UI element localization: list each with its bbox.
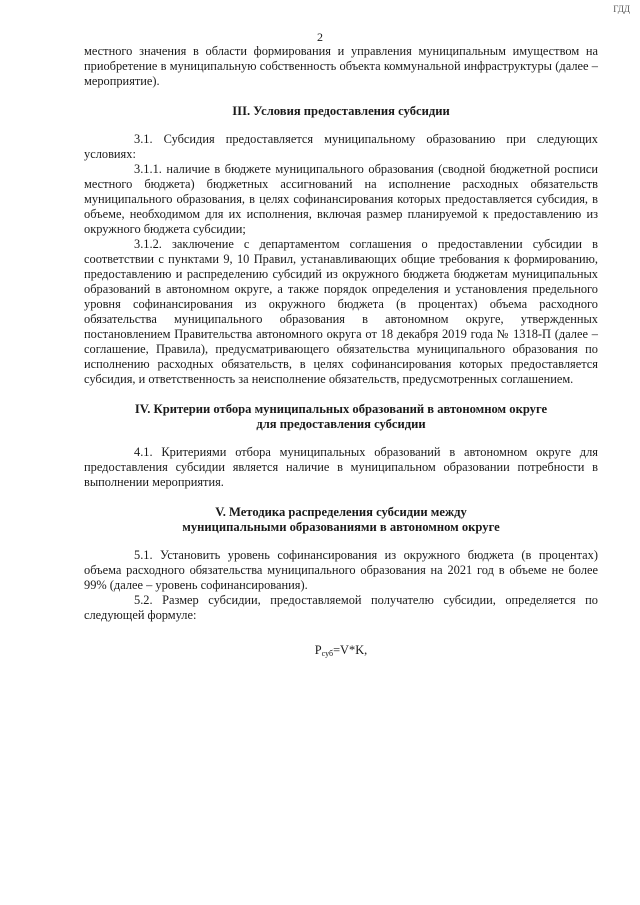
- formula-expression: =V*K,: [333, 643, 368, 657]
- intro-paragraph: местного значения в области формирования и управления муниципальным имуществом на приобретение в муниципальную собственность объекта коммунальной инфраструктуры (далее – мероприятие).: [84, 44, 598, 88]
- page-number: 2: [317, 30, 323, 44]
- paragraph-3-1-1: 3.1.1. наличие в бюджете муниципального образования (сводной бюджетной росписи местного бюджета) бюджетных ассигнований на исполнение расходных обязательств муниципального образования, в целях софинансирования которых предоставляется субсидия, в объеме, необходимом для их исполнения, включая размер планируемой к предоставлению из окружного бюджета субсидии;: [84, 162, 598, 236]
- document-body: [84, 44, 598, 661]
- paragraph-5-2: 5.2. Размер субсидии, предоставляемой получателю субсидии, определяется по следующей формуле:: [84, 593, 598, 622]
- section-5-title-line2: муниципальными образованиями в автономном округе: [182, 520, 500, 534]
- corner-mark: ГДД: [613, 4, 630, 14]
- paragraph-3-1-2: 3.1.2. заключение с департаментом соглашения о предоставлении субсидии в соответствии с пунктами 9, 10 Правил, устанавливающих общие требования к формированию, предоставлению и распределению субсидий из окружного бюджета бюджетам муниципальных образований в автономном округе, а также порядок определения и установления предельного уровня софинансирования из окружного бюджета (в процентах) объема расходного обязательства муниципального образования в автономном округе, утвержденных постановлением Правительства автономного округа от 18 декабря 2019 года № 1318-П (далее – соглашение, Правила), предусматривающего обязательства муниципального образования по исполнению расходных обязательств, в целях софинансирования которых предоставляется субсидия, и ответственность за неисполнение обязательств, предусмотренных соглашением.: [84, 237, 598, 386]
- formula-symbol: P: [314, 643, 322, 657]
- section-5-title-line1: V. Методика распределения субсидии между: [215, 505, 467, 519]
- paragraph-5-1: 5.1. Установить уровень софинансирования из окружного бюджета (в процентах) объема расходного обязательства муниципального образования на 2021 год в объеме не более 99% (далее – уровень софинансирования).: [84, 548, 598, 592]
- section-3-title: III. Условия предоставления субсидии: [232, 104, 450, 118]
- section-4-title-line2: для предоставления субсидии: [256, 417, 426, 431]
- section-4-title-line1: IV. Критерии отбора муниципальных образований в автономном округе: [134, 402, 548, 416]
- paragraph-3-1: 3.1. Субсидия предоставляется муниципальному образованию при следующих условиях:: [84, 132, 598, 161]
- formula-subscript: суб: [321, 649, 334, 658]
- formula: [84, 643, 598, 661]
- paragraph-4-1: 4.1. Критериями отбора муниципальных образований в автономном округе для предоставления субсидии является наличие в муниципальном образовании потребности в выполнении мероприятия.: [84, 445, 598, 489]
